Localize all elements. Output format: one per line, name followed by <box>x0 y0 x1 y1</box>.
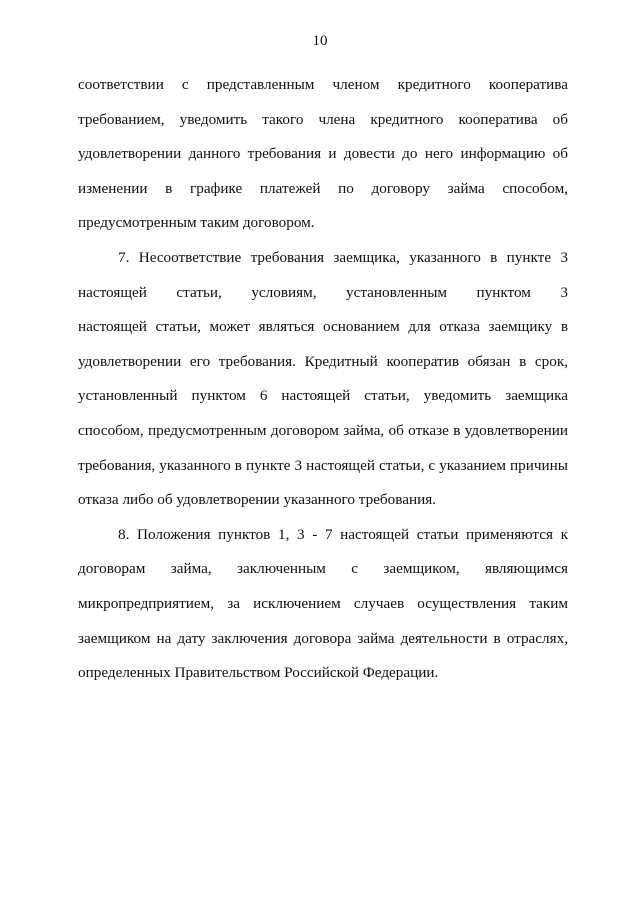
text-line: определенных Правительством Российской Федерации. <box>78 664 439 682</box>
document-body <box>78 68 568 691</box>
text-line: настоящей статьи, условиям, установленным пунктом 3 <box>78 283 568 301</box>
text-line: предусмотренным таким договором. <box>78 214 315 232</box>
text-line: настоящей статьи, может являться основанием для отказа заемщику в <box>78 318 568 336</box>
text-line: удовлетворении его требования. Кредитный кооператив обязан в срок, <box>78 352 568 370</box>
text-line: 8. Положения пунктов 1, 3 - 7 настоящей статьи применяются к <box>118 525 568 543</box>
paragraph-8 <box>78 518 568 691</box>
text-line: изменении в графике платежей по договору займа способом, <box>78 179 568 197</box>
paragraph-continuation <box>78 68 568 241</box>
text-line: заемщиком на дату заключения договора займа деятельности в отраслях, <box>78 629 568 647</box>
text-line: 7. Несоответствие требования заемщика, указанного в пункте 3 <box>118 248 568 266</box>
text-line: требования, указанного в пункте 3 настоящей статьи, с указанием причины <box>78 456 568 474</box>
text-line: микропредприятием, за исключением случаев осуществления таким <box>78 594 568 612</box>
text-line: отказа либо об удовлетворении указанного требования. <box>78 491 437 509</box>
text-line: удовлетворении данного требования и довести до него информацию об <box>78 145 568 163</box>
page-number: 10 <box>312 33 328 49</box>
text-line: способом, предусмотренным договором займа, об отказе в удовлетворении <box>78 421 568 439</box>
text-line: соответствии с представленным членом кредитного кооператива <box>78 76 568 93</box>
text-line: договорам займа, заключенным с заемщиком, являющимся <box>78 560 568 578</box>
text-line: требованием, уведомить такого члена кредитного кооператива об <box>78 110 568 128</box>
paragraph-7 <box>78 241 568 518</box>
text-line: установленный пунктом 6 настоящей статьи, уведомить заемщика <box>78 387 568 405</box>
